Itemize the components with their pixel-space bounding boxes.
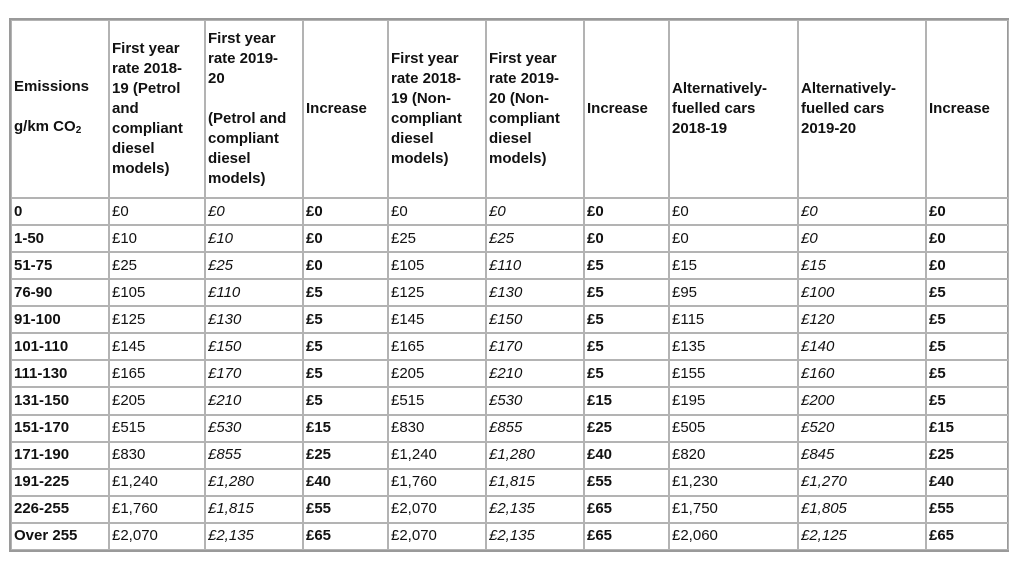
rate-cell: £10	[109, 225, 205, 252]
rate-cell: £15	[584, 387, 669, 414]
column-header-1	[11, 20, 109, 198]
rate-cell: £1,815	[205, 496, 303, 523]
rate-cell: £0	[388, 198, 486, 225]
column-header-7	[584, 20, 669, 198]
table-row	[11, 360, 1009, 387]
rate-cell: £130	[205, 306, 303, 333]
rate-cell: £2,135	[486, 523, 584, 550]
rate-cell: £195	[669, 387, 798, 414]
rate-cell: £100	[798, 279, 926, 306]
rate-cell: £2,070	[109, 523, 205, 550]
rate-cell: £1,760	[109, 496, 205, 523]
rate-cell: £5	[303, 387, 388, 414]
rate-cell: £150	[205, 333, 303, 360]
rate-cell: £2,070	[388, 496, 486, 523]
rate-cell: £2,125	[798, 523, 926, 550]
emissions-band-cell: 101-110	[11, 333, 109, 360]
rate-cell: £0	[926, 252, 1009, 279]
header-line: and	[112, 100, 139, 117]
rate-cell: £0	[109, 198, 205, 225]
rate-cell: £150	[486, 306, 584, 333]
rate-cell: £210	[205, 387, 303, 414]
column-header-2	[109, 20, 205, 198]
rate-cell: £5	[303, 306, 388, 333]
rate-cell: £135	[669, 333, 798, 360]
header-line: First year	[208, 30, 276, 47]
header-line: fuelled cars	[801, 100, 885, 117]
emissions-band-cell: Over 255	[11, 523, 109, 550]
rate-cell: £205	[388, 360, 486, 387]
header-line: compliant	[489, 110, 560, 127]
table-row	[11, 306, 1009, 333]
rate-cell: £105	[388, 252, 486, 279]
rate-cell: £2,135	[486, 496, 584, 523]
rate-cell: £2,135	[205, 523, 303, 550]
rate-cell: £65	[584, 496, 669, 523]
rate-cell: £155	[669, 360, 798, 387]
rate-cell: £5	[584, 252, 669, 279]
rate-cell: £0	[798, 198, 926, 225]
rate-cell: £0	[584, 198, 669, 225]
rate-cell: £170	[486, 333, 584, 360]
rate-cell: £15	[926, 415, 1009, 442]
rate-cell: £530	[205, 415, 303, 442]
rate-cell: £15	[798, 252, 926, 279]
header-line: models)	[208, 170, 266, 187]
header-line: rate 2018-	[112, 60, 183, 77]
rate-cell: £830	[388, 415, 486, 442]
header-line: diesel	[489, 130, 532, 147]
header-line: 2018-19	[672, 120, 728, 137]
rate-cell: £125	[388, 279, 486, 306]
header-line: Emissions	[14, 78, 90, 95]
header-line: 2019-20	[801, 120, 857, 137]
rates-table-container	[9, 18, 1009, 552]
header-line: Increase	[587, 100, 648, 117]
rate-cell: £0	[926, 225, 1009, 252]
vehicle-tax-rates-table	[11, 20, 1009, 550]
rate-cell: £0	[798, 225, 926, 252]
rate-cell: £25	[486, 225, 584, 252]
column-header-10	[926, 20, 1009, 198]
rate-cell: £65	[584, 523, 669, 550]
rate-cell: £855	[486, 415, 584, 442]
rate-cell: £5	[584, 306, 669, 333]
emissions-band-cell: 91-100	[11, 306, 109, 333]
header-line: rate 2019-	[208, 50, 279, 67]
rate-cell: £40	[926, 469, 1009, 496]
rate-cell: £0	[486, 198, 584, 225]
rate-cell: £200	[798, 387, 926, 414]
emissions-band-cell: 51-75	[11, 252, 109, 279]
table-body	[11, 198, 1009, 550]
rate-cell: £5	[926, 360, 1009, 387]
rate-cell: £105	[109, 279, 205, 306]
table-row	[11, 198, 1009, 225]
rate-cell: £0	[926, 198, 1009, 225]
rate-cell: £5	[926, 279, 1009, 306]
table-row	[11, 469, 1009, 496]
table-row	[11, 333, 1009, 360]
emissions-band-cell: 191-225	[11, 469, 109, 496]
header-line: 20	[208, 70, 225, 87]
header-line: 19 (Petrol	[112, 80, 181, 97]
column-header-3	[205, 20, 303, 198]
table-row	[11, 387, 1009, 414]
header-line: fuelled cars	[672, 100, 756, 117]
rate-cell: £855	[205, 442, 303, 469]
header-line: Increase	[306, 100, 367, 117]
header-line: diesel	[208, 150, 251, 167]
rate-cell: £10	[205, 225, 303, 252]
rate-cell: £0	[669, 225, 798, 252]
rate-cell: £1,240	[388, 442, 486, 469]
emissions-band-cell: 171-190	[11, 442, 109, 469]
header-line: compliant	[391, 110, 462, 127]
rate-cell: £1,280	[486, 442, 584, 469]
emissions-band-cell: 0	[11, 198, 109, 225]
header-line: rate 2019-	[489, 70, 560, 87]
header-line-text: g/km CO	[14, 118, 76, 135]
rate-cell: £170	[205, 360, 303, 387]
rate-cell: £25	[584, 415, 669, 442]
header-line: models)	[391, 150, 449, 167]
rate-cell: £160	[798, 360, 926, 387]
rate-cell: £145	[388, 306, 486, 333]
header-line: (Petrol and	[208, 110, 287, 127]
column-header-5	[388, 20, 486, 198]
rate-cell: £25	[109, 252, 205, 279]
rate-cell: £140	[798, 333, 926, 360]
rate-cell: £5	[584, 360, 669, 387]
rate-cell: £0	[303, 252, 388, 279]
rate-cell: £2,070	[388, 523, 486, 550]
rate-cell: £5	[303, 333, 388, 360]
table-row	[11, 496, 1009, 523]
table-row	[11, 252, 1009, 279]
rate-cell: £515	[388, 387, 486, 414]
rate-cell: £5	[926, 387, 1009, 414]
header-line: diesel	[112, 140, 155, 157]
header-line: compliant	[208, 130, 279, 147]
rate-cell: £1,240	[109, 469, 205, 496]
rate-cell: £0	[303, 198, 388, 225]
rate-cell: £820	[669, 442, 798, 469]
rate-cell: £205	[109, 387, 205, 414]
header-line: Alternatively-	[801, 80, 897, 97]
rate-cell: £0	[669, 198, 798, 225]
emissions-band-cell: 1-50	[11, 225, 109, 252]
subscript: 2	[75, 125, 82, 136]
rate-cell: £0	[303, 225, 388, 252]
rate-cell: £505	[669, 415, 798, 442]
rate-cell: £110	[205, 279, 303, 306]
emissions-band-cell: 226-255	[11, 496, 109, 523]
rate-cell: £1,270	[798, 469, 926, 496]
rate-cell: £845	[798, 442, 926, 469]
emissions-band-cell: 111-130	[11, 360, 109, 387]
emissions-band-cell: 151-170	[11, 415, 109, 442]
rate-cell: £55	[584, 469, 669, 496]
rate-cell: £25	[388, 225, 486, 252]
rate-cell: £520	[798, 415, 926, 442]
rate-cell: £1,280	[205, 469, 303, 496]
header-line: 20 (Non-	[489, 90, 549, 107]
rate-cell: £2,060	[669, 523, 798, 550]
rate-cell: £40	[584, 442, 669, 469]
header-line: models)	[112, 160, 170, 177]
rate-cell: £120	[798, 306, 926, 333]
rate-cell: £515	[109, 415, 205, 442]
rate-cell: £0	[205, 198, 303, 225]
rate-cell: £1,760	[388, 469, 486, 496]
rate-cell: £125	[109, 306, 205, 333]
header-line: compliant	[112, 120, 183, 137]
rate-cell: £0	[584, 225, 669, 252]
rate-cell: £25	[205, 252, 303, 279]
table-row	[11, 523, 1009, 550]
rate-cell: £5	[303, 279, 388, 306]
rate-cell: £530	[486, 387, 584, 414]
rate-cell: £15	[669, 252, 798, 279]
rate-cell: £25	[303, 442, 388, 469]
rate-cell: £65	[926, 523, 1009, 550]
rate-cell: £5	[584, 333, 669, 360]
header-line: Alternatively-	[672, 80, 768, 97]
header-line: models)	[489, 150, 547, 167]
rate-cell: £55	[303, 496, 388, 523]
header-line: First year	[391, 50, 459, 67]
column-header-9	[798, 20, 926, 198]
rate-cell: £130	[486, 279, 584, 306]
header-line: 19 (Non-	[391, 90, 451, 107]
rate-cell: £1,815	[486, 469, 584, 496]
rate-cell: £65	[303, 523, 388, 550]
column-header-6	[486, 20, 584, 198]
rate-cell: £210	[486, 360, 584, 387]
header-row	[11, 20, 1009, 198]
column-header-8	[669, 20, 798, 198]
table-row	[11, 225, 1009, 252]
header-line	[14, 117, 106, 141]
rate-cell: £5	[926, 306, 1009, 333]
rate-cell: £145	[109, 333, 205, 360]
table-row	[11, 442, 1009, 469]
rate-cell: £5	[584, 279, 669, 306]
emissions-band-cell: 131-150	[11, 387, 109, 414]
rate-cell: £830	[109, 442, 205, 469]
rate-cell: £165	[388, 333, 486, 360]
rate-cell: £110	[486, 252, 584, 279]
emissions-band-cell: 76-90	[11, 279, 109, 306]
rate-cell: £1,805	[798, 496, 926, 523]
rate-cell: £5	[303, 360, 388, 387]
rate-cell: £165	[109, 360, 205, 387]
rate-cell: £1,750	[669, 496, 798, 523]
column-header-4	[303, 20, 388, 198]
rate-cell: £95	[669, 279, 798, 306]
rate-cell: £5	[926, 333, 1009, 360]
table-row	[11, 279, 1009, 306]
header-line: rate 2018-	[391, 70, 462, 87]
header-line: diesel	[391, 130, 434, 147]
rate-cell: £55	[926, 496, 1009, 523]
rate-cell: £40	[303, 469, 388, 496]
rate-cell: £115	[669, 306, 798, 333]
rate-cell: £25	[926, 442, 1009, 469]
header-line: First year	[112, 40, 180, 57]
table-row	[11, 415, 1009, 442]
header-line: First year	[489, 50, 557, 67]
rate-cell: £1,230	[669, 469, 798, 496]
header-line: Increase	[929, 100, 990, 117]
rate-cell: £15	[303, 415, 388, 442]
